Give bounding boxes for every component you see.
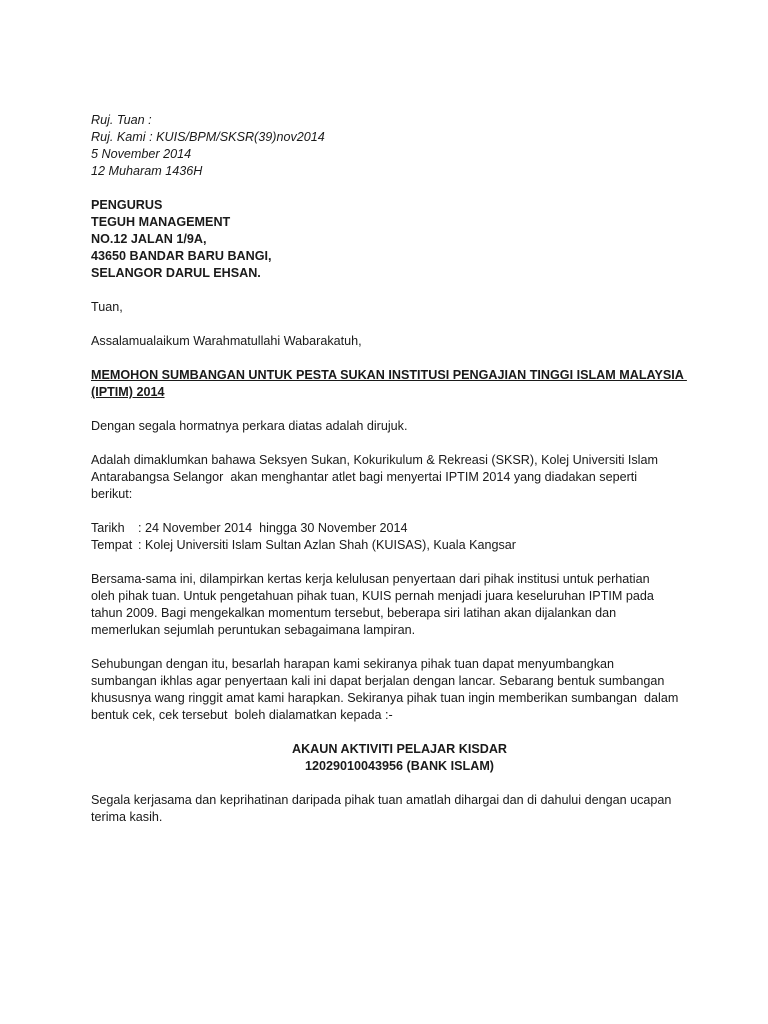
- paragraph-line: oleh pihak tuan. Untuk pengetahuan pihak tuan, KUIS pernah menjadi juara keseluruhan IPTIM pada: [91, 589, 654, 603]
- ruj-kami: Ruj. Kami : KUIS/BPM/SKSR(39)nov2014: [91, 130, 325, 144]
- paragraph-line: Antarabangsa Selangor akan menghantar atlet bagi menyertai IPTIM 2014 yang diadakan seperti: [91, 470, 638, 484]
- paragraph-line: Bersama-sama ini, dilampirkan kertas kerja kelulusan penyertaan dari pihak institusi untuk perhatian: [91, 572, 650, 586]
- recipient-address: [91, 197, 708, 282]
- subject-line: MEMOHON SUMBANGAN UNTUK PESTA SUKAN INSTITUSI PENGAJIAN TINGGI ISLAM MALAYSIA: [91, 368, 687, 382]
- address-line: NO.12 JALAN 1/9A,: [91, 232, 207, 246]
- event-details: [91, 520, 708, 554]
- paragraph-line: Segala kerjasama dan keprihatinan daripada pihak tuan amatlah dihargai dan di dahului dengan ucapan: [91, 793, 672, 807]
- paragraph-line: bentuk cek, cek tersebut boleh dialamatkan kepada :-: [91, 708, 393, 722]
- address-line: 43650 BANDAR BARU BANGI,: [91, 249, 272, 263]
- paragraph-line: terima kasih.: [91, 810, 163, 824]
- paragraph-3: [91, 656, 708, 724]
- date-hijri: 12 Muharam 1436H: [91, 164, 203, 178]
- address-line: SELANGOR DARUL EHSAN.: [91, 266, 261, 280]
- recipient-company: TEGUH MANAGEMENT: [91, 215, 231, 229]
- intro-paragraph: Dengan segala hormatnya perkara diatas adalah dirujuk.: [91, 419, 408, 433]
- paragraph-line: sumbangan ikhlas agar penyertaan kali ini dapat berjalan dengan lancar. Sebarang bentuk sumbangan: [91, 674, 665, 688]
- paragraph-line: memerlukan sejumlah peruntukan sebagaimana lampiran.: [91, 623, 416, 637]
- paragraph-line: khususnya wang ringgit amat kami harapkan. Sekiranya pihak tuan ingin memberikan sumbangan dalam: [91, 691, 679, 705]
- event-place-value: : Kolej Universiti Islam Sultan Azlan Shah (KUISAS), Kuala Kangsar: [138, 538, 516, 552]
- subject-heading: [91, 367, 708, 401]
- paragraph-1: [91, 452, 708, 503]
- recipient-title: PENGURUS: [91, 198, 163, 212]
- event-date-row: [91, 520, 708, 537]
- account-block: [91, 741, 708, 775]
- salutation: Tuan,: [91, 300, 123, 314]
- event-place-label: Tempat: [91, 538, 133, 552]
- subject-line: (IPTIM) 2014: [91, 385, 165, 399]
- event-date-value: : 24 November 2014 hingga 30 November 2014: [138, 521, 408, 535]
- closing-paragraph: [91, 792, 708, 826]
- paragraph-2: [91, 571, 708, 639]
- reference-block: [91, 112, 708, 180]
- event-date-label: Tarikh: [91, 521, 125, 535]
- date-gregorian: 5 November 2014: [91, 147, 192, 161]
- greeting: Assalamualaikum Warahmatullahi Wabarakatuh,: [91, 334, 362, 348]
- paragraph-line: tahun 2009. Bagi mengekalkan momentum tersebut, beberapa siri latihan akan dijalankan dan: [91, 606, 617, 620]
- paragraph-line: berikut:: [91, 487, 133, 501]
- paragraph-line: Adalah dimaklumkan bahawa Seksyen Sukan, Kokurikulum & Rekreasi (SKSR), Kolej Universiti Islam: [91, 453, 658, 467]
- ruj-tuan: Ruj. Tuan :: [91, 113, 152, 127]
- account-name: AKAUN AKTIVITI PELAJAR KISDAR: [291, 742, 508, 756]
- account-number: 12029010043956 (BANK ISLAM): [305, 759, 494, 773]
- paragraph-line: Sehubungan dengan itu, besarlah harapan kami sekiranya pihak tuan dapat menyumbangkan: [91, 657, 615, 671]
- event-place-row: [91, 537, 708, 554]
